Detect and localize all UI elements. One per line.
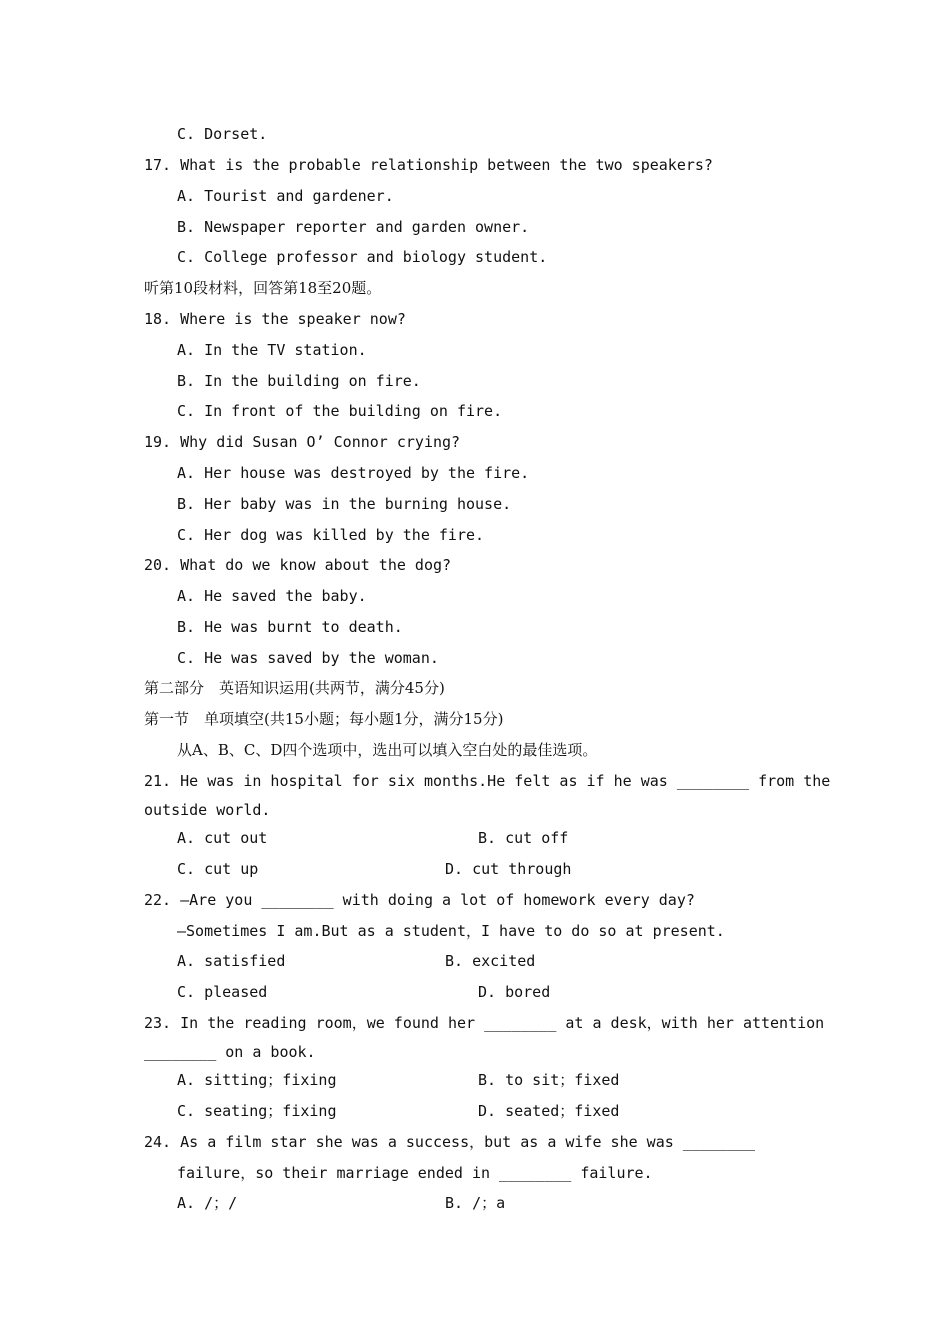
- q21-option-a: A. cut out: [177, 829, 268, 847]
- q23-stem-line1: 23. In the reading room，we found her ________ at a desk，with her attention: [144, 1014, 825, 1032]
- q23-option-d: D. seated；fixed: [478, 1102, 620, 1120]
- q20-stem: 20. What do we know about the dog?: [144, 556, 452, 574]
- q17-option-a: A. Tourist and gardener.: [177, 187, 394, 205]
- q20-option-c: C. He was saved by the woman.: [177, 649, 439, 667]
- q19-option-a: A. Her house was destroyed by the fire.: [177, 464, 530, 482]
- q21-option-c: C. cut up: [177, 860, 259, 878]
- q23-option-b: B. to sit；fixed: [478, 1071, 620, 1089]
- q22-option-a: A. satisfied: [177, 952, 286, 970]
- q17-option-b: B. Newspaper reporter and garden owner.: [177, 218, 530, 236]
- part2-heading: 第二部分 英语知识运用(共两节，满分45分): [144, 679, 445, 697]
- q21-stem-line1: 21. He was in hospital for six months.He felt as if he was ________ from the: [144, 772, 831, 790]
- q24-stem-line2: failure，so their marriage ended in ________ failure.: [177, 1164, 653, 1182]
- q19-option-c: C. Her dog was killed by the fire.: [177, 526, 485, 544]
- q18-option-b: B. In the building on fire.: [177, 372, 421, 390]
- q21-option-b: B. cut off: [478, 829, 569, 847]
- q22-option-c: C. pleased: [177, 983, 268, 1001]
- q22-option-d: D. bored: [478, 983, 551, 1001]
- q21-option-d: D. cut through: [445, 860, 572, 878]
- q17-option-c: C. College professor and biology student.: [177, 248, 548, 266]
- q17-stem: 17. What is the probable relationship between the two speakers?: [144, 156, 713, 174]
- q24-stem-line1: 24. As a film star she was a success，but as a wife she was ________: [144, 1133, 756, 1151]
- q24-option-a: A. /；/: [177, 1194, 238, 1212]
- q22-option-b: B. excited: [445, 952, 536, 970]
- q20-option-b: B. He was burnt to death.: [177, 618, 403, 636]
- q23-option-c: C. seating；fixing: [177, 1102, 337, 1120]
- q20-option-a: A. He saved the baby.: [177, 587, 367, 605]
- q19-stem: 19. Why did Susan O’ Connor crying?: [144, 433, 461, 451]
- q18-option-a: A. In the TV station.: [177, 341, 367, 359]
- section1-instruction: 从A、B、C、D四个选项中，选出可以填入空白处的最佳选项。: [177, 741, 598, 759]
- q18-option-c: C. In front of the building on fire.: [177, 402, 503, 420]
- listening-instruction-10: 听第10段材料，回答第18至20题。: [144, 279, 382, 297]
- q23-stem-line2: ________ on a book.: [144, 1043, 316, 1061]
- q24-option-b: B. /；a: [445, 1194, 506, 1212]
- q23-option-a: A. sitting；fixing: [177, 1071, 337, 1089]
- q18-stem: 18. Where is the speaker now?: [144, 310, 406, 328]
- section1-heading: 第一节 单项填空(共15小题；每小题1分，满分15分): [144, 710, 504, 728]
- q22-stem-line2: —Sometimes I am.But as a student，I have to do so at present.: [177, 922, 725, 940]
- q22-stem-line1: 22. —Are you ________ with doing a lot of homework every day?: [144, 891, 695, 909]
- q21-stem-line2: outside world.: [144, 801, 271, 819]
- q19-option-b: B. Her baby was in the burning house.: [177, 495, 512, 513]
- q16-option-c: C. Dorset.: [177, 125, 268, 143]
